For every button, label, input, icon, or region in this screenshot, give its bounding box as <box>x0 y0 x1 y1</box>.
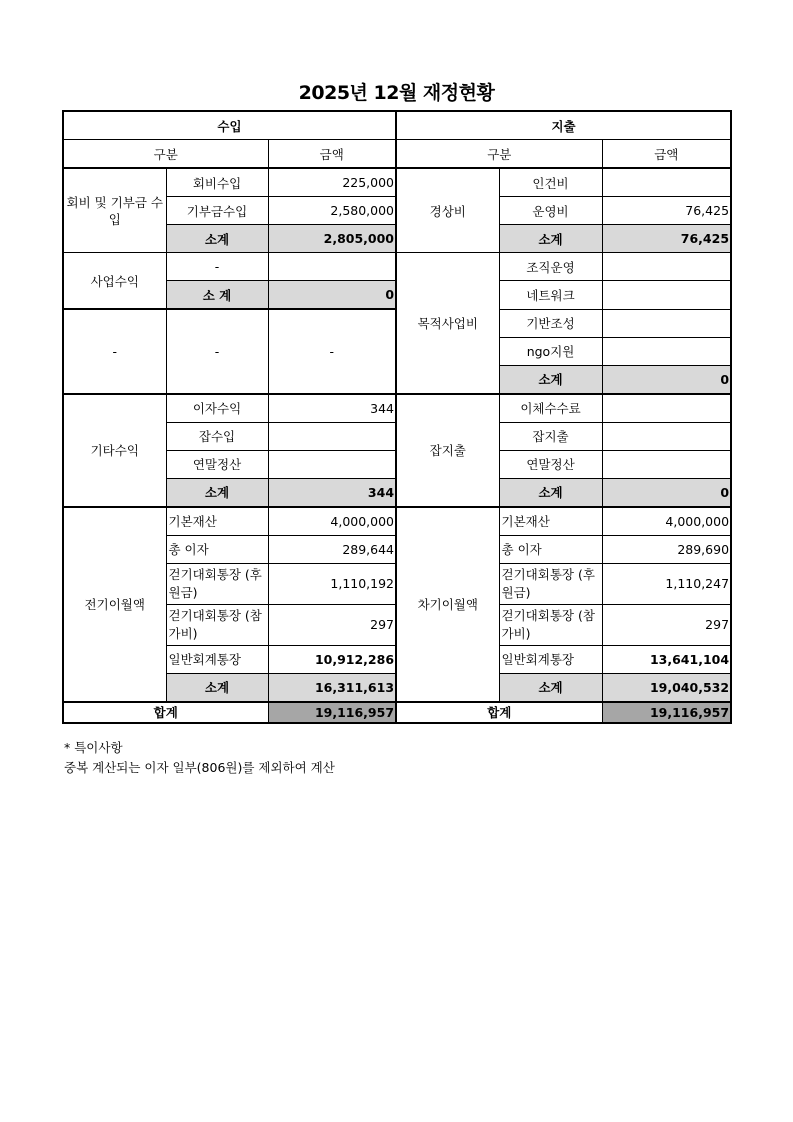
table-row <box>63 168 731 197</box>
income-item-amount: - <box>268 309 396 394</box>
income-item-amount: 1,110,192 <box>268 563 396 604</box>
finance-table <box>62 110 732 724</box>
expense-group-misc: 잡지출 <box>396 394 499 507</box>
expense-subtotal-label: 소계 <box>499 673 602 702</box>
expense-subtotal-label: 소계 <box>499 365 602 394</box>
table-header-row <box>63 111 731 140</box>
income-subtotal-label: 소 계 <box>166 281 268 310</box>
income-item-label: 걷기대회통장 (참가비) <box>166 604 268 645</box>
income-total-label: 합계 <box>63 702 268 723</box>
income-item-label: 총 이자 <box>166 535 268 563</box>
income-group-other: 기타수익 <box>63 394 166 507</box>
expense-item-amount <box>602 309 731 337</box>
notes-text: 중복 계산되는 이자 일부(806원)를 제외하여 계산 <box>64 760 335 775</box>
income-group-blank: - <box>63 309 166 394</box>
expense-group-purpose: 목적사업비 <box>396 253 499 394</box>
expense-subtotal-amount: 76,425 <box>602 225 731 253</box>
income-item-label: 잡수입 <box>166 422 268 450</box>
table-row <box>63 507 731 536</box>
income-item-amount: 4,000,000 <box>268 507 396 536</box>
income-group-membership: 회비 및 기부금 수입 <box>63 168 166 253</box>
notes-section <box>64 738 335 778</box>
income-item-label: 이자수익 <box>166 394 268 423</box>
expense-item-label: 기반조성 <box>499 309 602 337</box>
income-subtotal-label: 소계 <box>166 225 268 253</box>
expense-item-amount <box>602 394 731 423</box>
expense-item-label: 조직운영 <box>499 253 602 281</box>
expense-item-label: 걷기대회통장 (후원금) <box>499 563 602 604</box>
income-item-label: 기부금수입 <box>166 197 268 225</box>
income-item-amount: 10,912,286 <box>268 645 396 673</box>
expense-item-label: 연말정산 <box>499 450 602 478</box>
expense-item-label: 걷기대회통장 (참가비) <box>499 604 602 645</box>
income-item-amount: 289,644 <box>268 535 396 563</box>
expense-total-label: 합계 <box>396 702 602 723</box>
page-title: 2025년 12월 재정현황 <box>298 82 495 104</box>
expense-item-amount <box>602 253 731 281</box>
income-group-business: 사업수익 <box>63 253 166 310</box>
income-item-amount <box>268 253 396 281</box>
income-subtotal-label: 소계 <box>166 673 268 702</box>
income-subtotal-label: 소계 <box>166 478 268 507</box>
expense-item-amount: 297 <box>602 604 731 645</box>
expense-subtotal-amount: 0 <box>602 478 731 507</box>
income-subtotal-amount: 0 <box>268 281 396 310</box>
income-item-label: 연말정산 <box>166 450 268 478</box>
expense-item-label: 총 이자 <box>499 535 602 563</box>
income-total-amount: 19,116,957 <box>268 702 396 723</box>
expense-item-label: 네트워크 <box>499 281 602 310</box>
income-subtotal-amount: 16,311,613 <box>268 673 396 702</box>
expense-item-amount: 76,425 <box>602 197 731 225</box>
income-item-label: - <box>166 253 268 281</box>
income-category-header: 구분 <box>63 140 268 169</box>
expense-item-label: ngo지원 <box>499 337 602 365</box>
expense-item-label: 이체수수료 <box>499 394 602 423</box>
income-item-amount <box>268 422 396 450</box>
expense-category-header: 구분 <box>396 140 602 169</box>
expense-subtotal-amount: 19,040,532 <box>602 673 731 702</box>
income-header: 수입 <box>63 111 396 140</box>
income-item-amount: 2,580,000 <box>268 197 396 225</box>
expense-subtotal-amount: 0 <box>602 365 731 394</box>
income-amount-header: 금액 <box>268 140 396 169</box>
table-subheader-row <box>63 140 731 169</box>
expense-amount-header: 금액 <box>602 140 731 169</box>
expense-item-amount <box>602 281 731 310</box>
income-item-amount: 297 <box>268 604 396 645</box>
expense-item-amount: 4,000,000 <box>602 507 731 536</box>
expense-total-amount: 19,116,957 <box>602 702 731 723</box>
expense-item-amount <box>602 168 731 197</box>
expense-item-label: 인건비 <box>499 168 602 197</box>
income-item-label: 걷기대회통장 (후원금) <box>166 563 268 604</box>
expense-item-amount <box>602 450 731 478</box>
income-item-amount <box>268 450 396 478</box>
expense-item-label: 운영비 <box>499 197 602 225</box>
expense-subtotal-label: 소계 <box>499 478 602 507</box>
expense-item-amount: 13,641,104 <box>602 645 731 673</box>
income-item-amount: 344 <box>268 394 396 423</box>
income-item-label: 일반회계통장 <box>166 645 268 673</box>
expense-header: 지출 <box>396 111 731 140</box>
income-subtotal-amount: 344 <box>268 478 396 507</box>
table-row <box>63 394 731 423</box>
expense-item-label: 일반회계통장 <box>499 645 602 673</box>
income-item-label: - <box>166 309 268 394</box>
expense-group-operating: 경상비 <box>396 168 499 253</box>
expense-item-label: 잡지출 <box>499 422 602 450</box>
income-item-label: 기본재산 <box>166 507 268 536</box>
table-total-row <box>63 702 731 723</box>
income-group-carryover: 전기이월액 <box>63 507 166 702</box>
expense-item-amount: 1,110,247 <box>602 563 731 604</box>
expense-item-amount <box>602 422 731 450</box>
notes-heading: * 특이사항 <box>64 740 123 755</box>
table-row <box>63 253 731 281</box>
expense-item-label: 기본재산 <box>499 507 602 536</box>
income-subtotal-amount: 2,805,000 <box>268 225 396 253</box>
expense-item-amount: 289,690 <box>602 535 731 563</box>
expense-item-amount <box>602 337 731 365</box>
income-item-label: 회비수입 <box>166 168 268 197</box>
income-item-amount: 225,000 <box>268 168 396 197</box>
expense-group-carryforward: 차기이월액 <box>396 507 499 702</box>
expense-subtotal-label: 소계 <box>499 225 602 253</box>
